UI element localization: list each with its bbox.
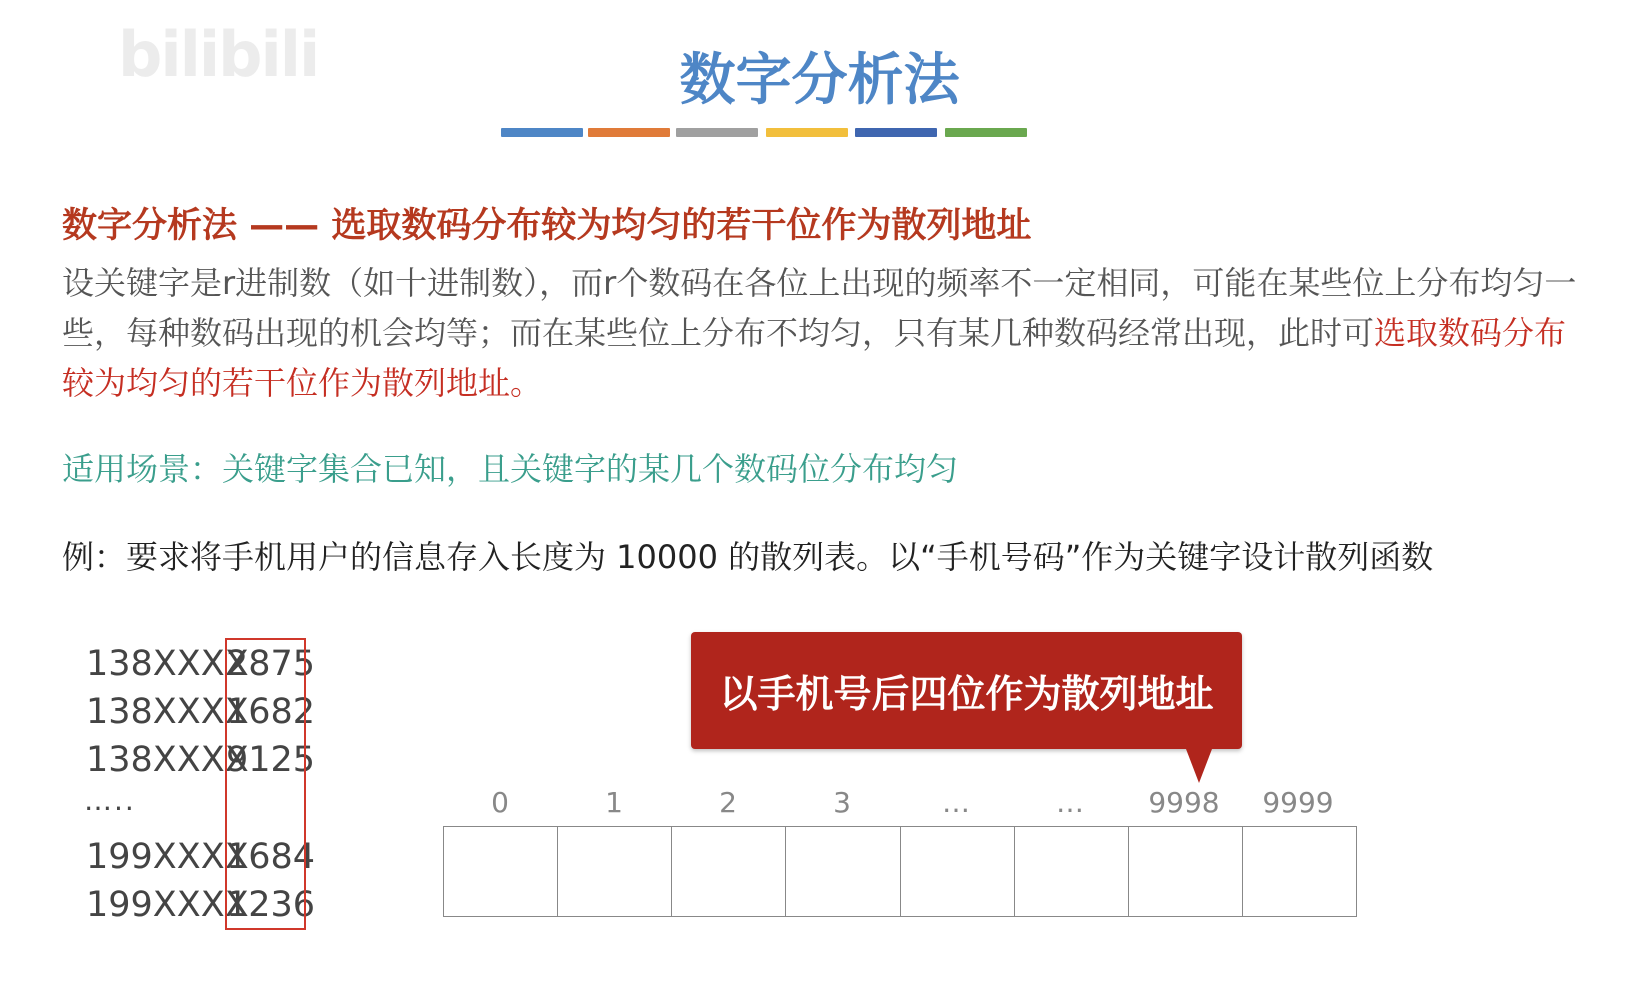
last-four-digits-highlight [225, 638, 306, 930]
page-title: 数字分析法 [679, 48, 960, 113]
color-bar [676, 128, 758, 137]
phone-prefix: 138XXXX [86, 740, 249, 780]
phone-suffix: 2875 [226, 644, 316, 684]
phone-prefix: 138XXXX [86, 644, 249, 684]
phone-suffix: 9125 [226, 740, 316, 780]
ellipsis: ….. [84, 784, 136, 817]
callout-box [691, 632, 1242, 749]
callout-pointer [1186, 749, 1212, 783]
phone-prefix: 138XXXX [86, 692, 249, 732]
table-cell [444, 827, 558, 916]
phone-suffix: 1684 [226, 837, 316, 877]
watermark-logo: bilibili [118, 18, 319, 91]
table-index: … [942, 786, 970, 819]
table-cell [901, 827, 1015, 916]
table-index: 0 [491, 786, 509, 819]
color-bar [855, 128, 937, 137]
section-heading: 数字分析法 —— 选取数码分布较为均匀的若干位作为散列地址 [62, 206, 1032, 246]
description-highlight: 选取数码分布较为均匀的若干位作为散列地址。 [62, 314, 1567, 402]
example-text: 例：要求将手机用户的信息存入长度为 10000 的散列表。以“手机号码”作为关键字设计散列函数 [62, 538, 1434, 576]
table-index: 3 [833, 786, 851, 819]
table-index: 9999 [1262, 786, 1334, 819]
hash-table [443, 826, 1357, 917]
table-cell [1129, 827, 1243, 916]
table-index: 9998 [1148, 786, 1220, 819]
table-cell [1243, 827, 1356, 916]
table-index: 2 [719, 786, 737, 819]
phone-suffix: 1682 [226, 692, 316, 732]
phone-prefix: 199XXXX [86, 885, 249, 925]
phone-suffix: 1236 [226, 885, 316, 925]
hash-table-indices [443, 786, 1357, 819]
callout-text: 以手机号后四位作为散列地址 [719, 672, 1214, 716]
color-bar [501, 128, 583, 137]
color-bar [945, 128, 1027, 137]
description-text: 设关键字是r进制数（如十进制数），而r个数码在各位上出现的频率不一定相同，可能在某些位上分布均匀一些，每种数码出现的机会均等；而在某些位上分布不均匀，只有某几种数码经常出现，此时可 [62, 264, 1577, 352]
table-cell [672, 827, 786, 916]
color-bar [766, 128, 848, 137]
phone-prefix: 199XXXX [86, 837, 249, 877]
table-cell [786, 827, 900, 916]
table-index: … [1056, 786, 1084, 819]
color-bar [588, 128, 670, 137]
use-case-text: 适用场景：关键字集合已知，且关键字的某几个数码位分布均匀 [62, 450, 959, 488]
description-paragraph [62, 258, 1582, 408]
table-cell [558, 827, 672, 916]
table-cell [1015, 827, 1129, 916]
table-index: 1 [605, 786, 623, 819]
